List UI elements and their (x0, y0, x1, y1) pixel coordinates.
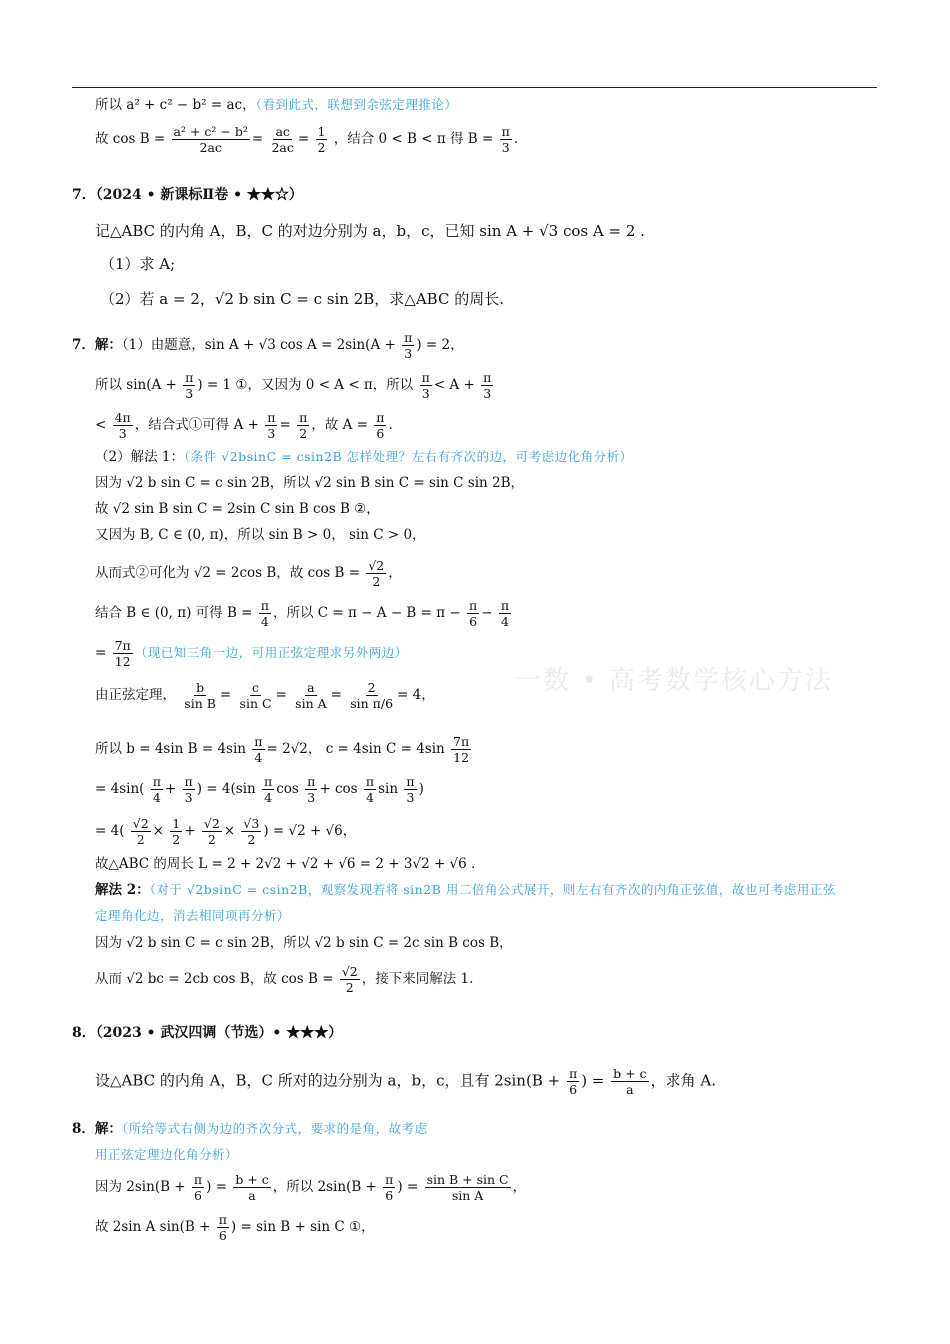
fraction (348, 680, 395, 711)
text: 从而式②可化为 √2 = 2cos B，故 cos B = (95, 565, 361, 581)
fraction (131, 816, 151, 847)
text: ) = (397, 1179, 419, 1195)
text: ) = (206, 1179, 228, 1195)
method-label: 解法 2： (95, 882, 150, 898)
prev-line-1-text: 所以 a² + c² − b² = ac， (95, 97, 256, 113)
fraction (481, 370, 493, 401)
text: ， (512, 1179, 527, 1195)
solution-label: 7．解： (72, 337, 122, 353)
denominator: 3 (406, 790, 415, 805)
numerator: b (196, 680, 205, 695)
denominator: 3 (404, 346, 413, 361)
denominator: 2 (299, 426, 308, 441)
q7-part-1: （1）求 A; (100, 255, 176, 273)
prev-line-1-note: （看到此式，联想到余弦定理推论） (255, 97, 458, 112)
denominator: 4 (500, 614, 509, 629)
numerator: 1 (172, 816, 181, 831)
text: ，求角 A. (650, 1071, 716, 1090)
denominator: 2 (136, 832, 145, 847)
numerator: √2 (203, 816, 220, 831)
text: × (152, 823, 164, 839)
s7-line-7: 又因为 B, C ∈ (0, π)，所以 sin B > 0， sin C > 0， (95, 527, 426, 543)
text: ，结合 0 < B < π 得 B = (333, 131, 494, 147)
note: （对于 √2bsinC = csin2B，观察发现若将 sin2B 用二倍角公式展开，则左右有齐次的内角正弦值，故也可考虑用正弦 (149, 882, 836, 897)
q7-heading: 7．（2024 • 新课标Ⅱ卷 • ★★☆） (72, 187, 303, 203)
denominator: 2 (372, 574, 381, 589)
text: 故 cos B = (95, 131, 166, 147)
note: （现已知三角一边，可用正弦定理求另外两边） (134, 645, 408, 660)
numerator: √2 (341, 964, 358, 979)
numerator: 7π (114, 638, 131, 653)
fraction (151, 774, 163, 805)
s7-line-5: 因为 √2 b sin C = c sin 2B，所以 √2 sin B sin C = sin C sin 2B， (95, 475, 525, 491)
text: ) = 2， (416, 337, 464, 353)
denominator: sin A (451, 1188, 484, 1203)
numerator: c (252, 680, 260, 695)
numerator: 4π (114, 410, 131, 425)
numerator: π (469, 598, 478, 613)
numerator: π (254, 734, 263, 749)
text: 故 2sin A sin(B + (95, 1219, 211, 1235)
text: . (388, 417, 393, 433)
q8-stem (95, 1066, 716, 1097)
s7-line-11 (95, 680, 435, 711)
denominator: 6 (469, 614, 478, 629)
text: = (275, 687, 287, 703)
s7-line-15: 故△ABC 的周长 L = 2 + 2√2 + √2 + √6 = 2 + 3√2 + √6 . (95, 856, 476, 872)
denominator: a (626, 1082, 634, 1097)
fraction (259, 598, 271, 629)
note: 定理角化边，消去相同项再分析） (95, 908, 291, 923)
numerator: π (365, 774, 375, 789)
prev-line-2: 故 cos B = $\frac{\text{a² + c² − b²}}{2ac}$ = $\frac{ac}{2ac}$ = $\frac{1}{2}$ ，结合 0 < B < π 得 B = $\frac{\pi}{3}$ . (95, 124, 519, 155)
numerator: π (184, 774, 193, 789)
numerator: 2 (367, 680, 376, 695)
denominator: 2 (317, 140, 326, 155)
watermark: 一数 • 高考数学核心方法 (515, 666, 833, 696)
fraction (420, 370, 432, 401)
text: = (330, 687, 342, 703)
fraction (241, 816, 261, 847)
numerator: 1 (317, 124, 326, 139)
fraction (467, 598, 479, 629)
denominator: 6 (376, 426, 385, 441)
fraction (499, 598, 511, 629)
fraction (340, 964, 360, 995)
numerator: π (264, 774, 273, 789)
denominator: 4 (264, 790, 273, 805)
s8-line-2 (95, 1146, 238, 1164)
numerator: 7π (453, 734, 470, 749)
fraction (611, 1066, 648, 1097)
denominator: 3 (267, 426, 276, 441)
solution-label: 8．解： (72, 1121, 122, 1137)
numerator: π (483, 370, 492, 385)
denominator: 3 (483, 386, 492, 401)
text: ，结合式①可得 A + (134, 417, 259, 433)
s7-line-19 (95, 964, 473, 995)
fraction (293, 680, 328, 711)
numerator: π (152, 774, 161, 789)
denominator: 3 (307, 790, 316, 805)
fraction (113, 638, 133, 669)
fraction (252, 734, 264, 765)
fraction (451, 734, 471, 765)
text: + (164, 781, 177, 797)
s7-line-8 (95, 558, 402, 589)
numerator: π (404, 330, 413, 345)
text: 从而 √2 bc = 2cb cos B，故 cos B = (95, 971, 334, 987)
numerator: b + c (613, 1066, 647, 1081)
numerator: π (185, 370, 194, 385)
fraction (383, 1172, 395, 1203)
s7-line-14 (95, 816, 356, 847)
fraction (269, 124, 295, 155)
text: = 2√2， c = 4sin C = 4sin (266, 741, 445, 757)
denominator: 2 (207, 832, 216, 847)
text: ) = 1 ①，又因为 0 < A < π，所以 (197, 377, 414, 393)
denominator: sin π/6 (350, 696, 394, 711)
text: − (481, 605, 493, 621)
s8-line-4 (95, 1212, 375, 1243)
fraction (567, 1066, 579, 1097)
fraction (366, 558, 386, 589)
q8-heading: 8．（2023 • 武汉四调（节选）• ★★★） (72, 1025, 343, 1041)
fraction (217, 1212, 229, 1243)
numerator: π (376, 410, 385, 425)
numerator: π (406, 774, 415, 789)
denominator: 6 (385, 1188, 394, 1203)
text: = 4， (397, 687, 435, 703)
text: ) = sin B + sin C ①， (230, 1219, 375, 1235)
denominator: 4 (254, 750, 263, 765)
fraction (265, 410, 277, 441)
denominator: 12 (114, 654, 131, 669)
text: < A + (433, 377, 475, 393)
numerator: π (500, 598, 510, 613)
fraction (425, 1172, 511, 1203)
numerator: π (193, 1172, 203, 1187)
note: 用正弦定理边化角分析） (95, 1147, 239, 1162)
denominator: 2 (172, 832, 181, 847)
denominator: 6 (218, 1228, 227, 1243)
denominator: 3 (185, 386, 194, 401)
text: cos (276, 781, 299, 797)
text: ，所以 C = π − A − B = π − (273, 605, 461, 621)
denominator: 3 (421, 386, 430, 401)
note: （条件 √2bsinC = csin2B 怎样处理？左右有齐次的边，可考虑边化角分析） (183, 449, 633, 464)
text: = 4sin( (95, 781, 145, 797)
text: ，接下来同解法 1. (361, 971, 474, 987)
denominator: 2 (345, 980, 354, 995)
prev-line-1 (95, 96, 457, 114)
s7-line-3 (95, 410, 393, 441)
fraction (374, 410, 386, 441)
text: ) = (581, 1071, 605, 1090)
s8-line-3 (95, 1172, 526, 1203)
numerator: a² + c² − b² (173, 124, 248, 139)
text: = 4( (95, 823, 125, 839)
numerator: a (307, 680, 315, 695)
text: ，所以 2sin(B + (272, 1179, 377, 1195)
fraction (316, 124, 328, 155)
s8-line-1 (72, 1120, 428, 1138)
numerator: π (568, 1066, 578, 1081)
denominator: sin A (295, 696, 327, 711)
s7-line-9 (95, 598, 513, 629)
numerator: ac (275, 124, 290, 139)
text: ) = √2 + √6， (263, 823, 357, 839)
denominator: 4 (260, 614, 269, 629)
text: ， (388, 565, 402, 581)
s7-line-4 (95, 448, 633, 466)
q7-part-2: （2）若 a = 2，√2 b sin C = c sin 2B，求△ABC 的周长. (100, 290, 504, 308)
denominator: 3 (184, 790, 193, 805)
denominator: sin C (239, 696, 272, 711)
fraction (183, 774, 195, 805)
fraction (183, 370, 195, 401)
q7-stem: 记△ABC 的内角 A，B，C 的对边分别为 a，b，c，已知 sin A + √3 cos A = 2 . (95, 222, 645, 240)
numerator: π (299, 410, 308, 425)
text: ) = 4(sin (196, 781, 256, 797)
fraction (192, 1172, 204, 1203)
fraction (305, 774, 317, 805)
s7-line-13 (95, 774, 424, 805)
text: 所以 sin(A + (95, 377, 177, 393)
fraction (238, 680, 274, 711)
denominator: sin B (184, 696, 216, 711)
s7-line-18: 因为 √2 b sin C = c sin 2B，所以 √2 b sin C = 2c sin B cos B， (95, 935, 513, 951)
text: 所以 b = 4sin B = 4sin (95, 741, 246, 757)
text: = (95, 645, 107, 661)
fraction (297, 410, 309, 441)
s7-line-6: 故 √2 sin B sin C = 2sin C sin B cos B ②， (95, 501, 380, 517)
s7-line-12 (95, 734, 473, 765)
text: < (95, 417, 107, 433)
fraction (262, 774, 274, 805)
denominator: 3 (501, 140, 510, 155)
denominator: 2ac (271, 140, 294, 155)
note: （所给等式右侧为边的齐次分式，要求的是角，故考虑 (121, 1121, 428, 1136)
denominator: 4 (366, 790, 374, 805)
text: = (279, 417, 291, 433)
numerator: b + c (235, 1172, 269, 1187)
numerator: π (218, 1212, 227, 1227)
numerator: π (307, 774, 316, 789)
denominator: 3 (118, 426, 127, 441)
numerator: sin B + sin C (426, 1172, 509, 1187)
text: （2）解法 1： (95, 449, 184, 465)
top-rule (72, 87, 877, 88)
text: （1）由题意，sin A + √3 cos A = 2sin(A + (121, 337, 396, 353)
s7-line-2 (95, 370, 495, 401)
numerator: π (260, 598, 269, 613)
denominator: 6 (194, 1188, 202, 1203)
s7-line-10 (95, 638, 408, 669)
denominator: 2 (247, 832, 256, 847)
denominator: 12 (453, 750, 470, 765)
text: + cos (319, 781, 358, 797)
fraction (202, 816, 222, 847)
fraction (182, 680, 218, 711)
denominator: 2ac (199, 140, 222, 155)
text: + (184, 823, 196, 839)
fraction (172, 124, 250, 155)
numerator: π (385, 1172, 394, 1187)
fraction (364, 774, 376, 805)
fraction (500, 124, 512, 155)
fraction (404, 774, 416, 805)
s7-line-1 (72, 330, 464, 361)
fraction (233, 1172, 270, 1203)
denominator: 6 (569, 1082, 578, 1097)
text: 由正弦定理， (95, 687, 176, 703)
numerator: √2 (368, 558, 385, 573)
text: 设△ABC 的内角 A，B，C 所对的边分别为 a，b，c，且有 2sin(B + (95, 1071, 561, 1090)
fraction (113, 410, 133, 441)
denominator: a (248, 1188, 256, 1203)
denominator: 4 (152, 790, 161, 805)
text: 因为 2sin(B + (95, 1179, 186, 1195)
text: ) (418, 781, 424, 797)
text: × (223, 823, 236, 839)
s7-line-16 (95, 881, 836, 899)
numerator: π (501, 124, 510, 139)
text: ，故 A = (311, 417, 368, 433)
text: sin (378, 781, 399, 797)
s7-line-17 (95, 907, 290, 925)
text: 结合 B ∈ (0, π) 可得 B = (95, 605, 253, 621)
text: = (219, 687, 232, 703)
numerator: √3 (243, 816, 260, 831)
numerator: √2 (132, 816, 149, 831)
fraction (402, 330, 414, 361)
fraction (170, 816, 182, 847)
numerator: π (421, 370, 430, 385)
numerator: π (267, 410, 276, 425)
